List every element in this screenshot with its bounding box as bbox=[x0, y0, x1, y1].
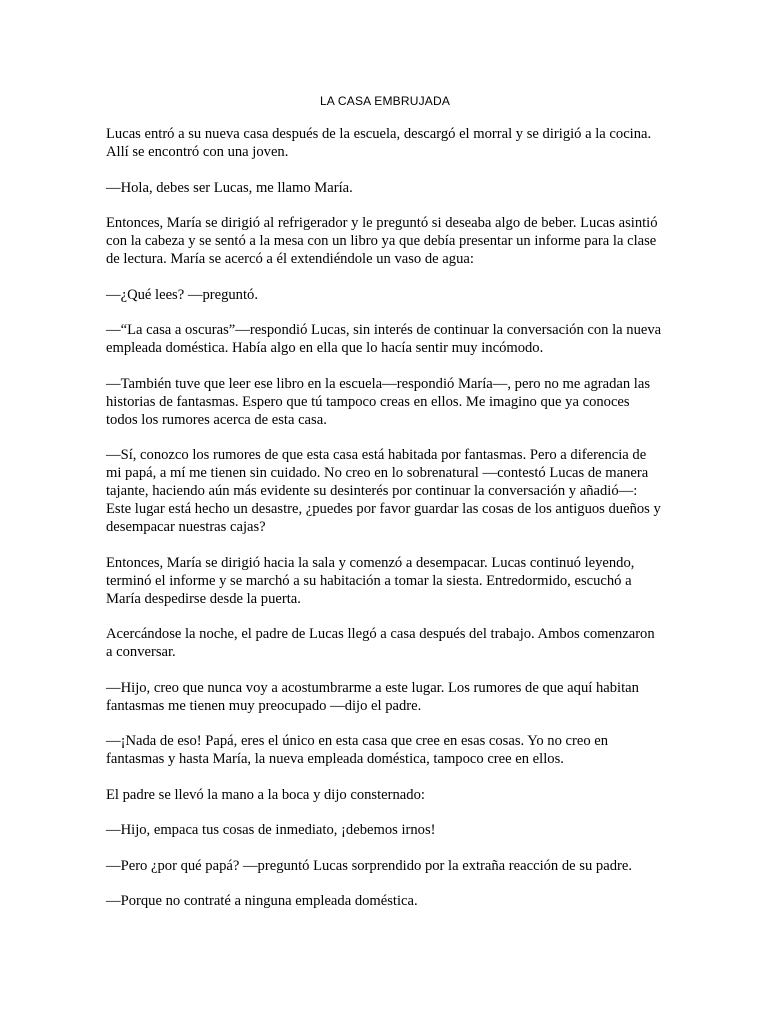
paragraph-10: —Hijo, creo que nunca voy a acostumbrarme a este lugar. Los rumores de que aquí habitan fantasmas me tienen muy preocupado —dijo el padre. bbox=[106, 679, 639, 714]
paragraph-15: —Porque no contraté a ninguna empleada doméstica. bbox=[106, 893, 418, 909]
paragraph-3: Entonces, María se dirigió al refrigerador y le preguntó si deseaba algo de beber. Lucas asintió con la cabeza y se sentó a la mesa con un libro ya que debía presentar un informe para la clase de lectura. María se acercó a él extendiéndole un vaso de agua: bbox=[106, 215, 658, 267]
paragraph-13: —Hijo, empaca tus cosas de inmediato, ¡debemos irnos! bbox=[106, 822, 436, 838]
paragraph-4: —¿Qué lees? —preguntó. bbox=[106, 286, 258, 303]
paragraph-1: Lucas entró a su nueva casa después de la escuela, descargó el morral y se dirigió a la cocina. Allí se encontró con una joven. bbox=[106, 126, 652, 160]
paragraph-11: —¡Nada de eso! Papá, eres el único en esta casa que cree en esas cosas. Yo no creo en fantasmas y hasta María, la nueva empleada doméstica, tampoco cree en ellos. bbox=[106, 733, 609, 767]
paragraph-12: El padre se llevó la mano a la boca y dijo consternado: bbox=[106, 786, 425, 803]
paragraph-6: —También tuve que leer ese libro en la escuela—respondió María—, pero no me agradan las historias de fantasmas. Espero que tú tampoco creas en ellos. Me imagino que ya conoces todos los rumores acerca de esta casa. bbox=[106, 375, 651, 428]
paragraph-8: Entonces, María se dirigió hacia la sala y comenzó a desempacar. Lucas continuó leyendo, terminó el informe y se marchó a su habitación a tomar la siesta. Entredormido, escuchó a María despedirse desde la puerta. bbox=[106, 554, 635, 607]
paragraph-9: Acercándose la noche, el padre de Lucas llegó a casa después del trabajo. Ambos comenzaron a conversar. bbox=[106, 626, 655, 660]
paragraph-5: —“La casa a oscuras”—respondió Lucas, sin interés de continuar la conversación con la nueva empleada doméstica. Había algo en ella que lo hacía sentir muy incómodo. bbox=[106, 322, 662, 356]
paragraph-7: —Sí, conozco los rumores de que esta casa está habitada por fantasmas. Pero a diferencia de mi papá, a mí me tienen sin cuidado. No creo en lo sobrenatural —contestó Lucas de manera tajante, haciendo aún más evidente su desinterés por continuar la conversación y añadió—: Este lugar está hecho un desastre, ¿puedes por favor guardar las cosas de los antiguos dueños y desempacar nuestras cajas? bbox=[106, 447, 661, 535]
paragraph-14: —Pero ¿por qué papá? —preguntó Lucas sorprendido por la extraña reacción de su padre. bbox=[106, 857, 632, 874]
paragraph-2: —Hola, debes ser Lucas, me llamo María. bbox=[106, 179, 353, 196]
document-title: LA CASA EMBRUJADA bbox=[319, 94, 451, 108]
